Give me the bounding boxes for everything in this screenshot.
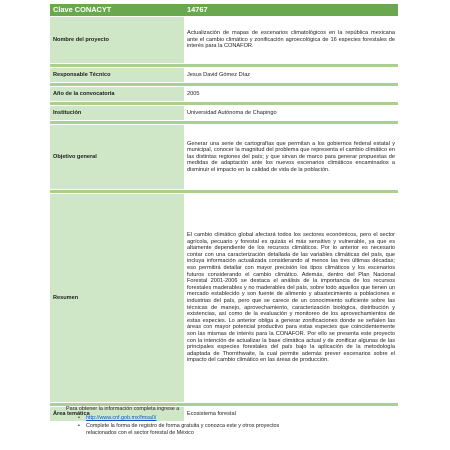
resumen-value: El cambio climático global afectará todos los sectores económicos, pero el sector agrícola, pecuario y forestal es quizás el más sensitivo y vulnerable, ya que es altamente dependiente de los recursos climáticos. Por lo anterior es necesario contar con una caracterización detallada de las variables climáticas del país, que incluya información actualizada considerando al menos las tres últimas décadas; eso permitirá detallar con mayor precisión los tipos climáticos y los escenarios futuros considerando el cambio climático. Además, dentro del Plan Nacional Forestal 2001-2006 se destaca el análisis de la importancia de los recursos forestales maderables y no maderables del país, sobre todo aquellos que tienen un mercado establecido y son fuente de alimento y abastecimiento a poblaciones e industrias del país, pero que se carece de un conocimiento suficiente sobre las técnicas de manejo, aprovechamiento, caracterización biológica, distribución y existencias, así como de la evaluación y monitoreo de los aprovechamientos de estas especies. Lo anterior obliga a generar zonificaciones donde se señalen las áreas con mayor potencial productivo para estas especies que coincidentemente son las mismas de interés para la CONAFOR. Por ello se presenta este proyecto con la intención de actualizar la base climática actual y de zonificar algunas de las principales especies forestales del país bajo la aplicación de la metodología adaptada de Thornthwaite, la cual permite además prever escenarios sobre el impacto del cambio climático en las áreas de producción. [184, 194, 398, 403]
institucion-label: Institución [50, 106, 184, 121]
clave-label: Clave CONACYT [50, 4, 184, 17]
resumen-label: Resumen [50, 194, 184, 403]
bullet-icon: • [78, 415, 80, 421]
footer-intro: Para obtener la información completa ingrese a [66, 406, 180, 412]
bullet-icon: • [78, 423, 80, 429]
footer-link-item [78, 414, 279, 423]
area-value: Ecosistema forestal [184, 407, 398, 422]
row-responsable [50, 68, 398, 83]
objetivo-value: Generar una serie de cartografías que permitan a los gobiernos federal estatal y municipal, conocer la magnitud del problema que representa el cambio climático en las distintas regiones del país; y que sirvan de marco para generar propuestas de medidas de adaptación ante los nuevos escenarios climáticos encaminados a disminuir el impacto en la calidad de vida de la población. [184, 125, 398, 190]
responsable-label: Responsable Técnico [50, 68, 184, 83]
anio-value: 2005 [184, 87, 398, 102]
row-institucion [50, 106, 398, 121]
row-proyecto [50, 17, 398, 64]
footer-note [66, 405, 279, 437]
info-link[interactable]: http://www.cnf.gob.mx/fmsa0/ [86, 415, 157, 421]
responsable-value: Jesus David Gómez Díaz [184, 68, 398, 83]
project-info-table [50, 3, 398, 421]
objetivo-label: Objetivo general [50, 125, 184, 190]
footer-instruction-item [78, 423, 279, 437]
row-objetivo [50, 125, 398, 190]
instruction-line-1: Complete la forma de registro de forma gratuita y conozca este y otros proyectos [86, 423, 280, 429]
area-label: Área temática [50, 407, 184, 422]
institucion-value: Universidad Autónoma de Chapingo [184, 106, 398, 121]
clave-value: 14767 [184, 4, 398, 17]
proyecto-value: Actualización de mapas de escenarios climatológicos en la república mexicana ante el cambio climático y zonificación agroecológica de 16 especies forestales de interés para la CONAFOR. [184, 17, 398, 64]
row-anio [50, 87, 398, 102]
proyecto-label: Nombre del proyecto [50, 17, 184, 64]
row-resumen [50, 194, 398, 403]
instruction-line-2: relacionados con el sector forestal de México [86, 430, 194, 436]
anio-label: Año de la convocatoria [50, 87, 184, 102]
header-row [50, 4, 398, 17]
